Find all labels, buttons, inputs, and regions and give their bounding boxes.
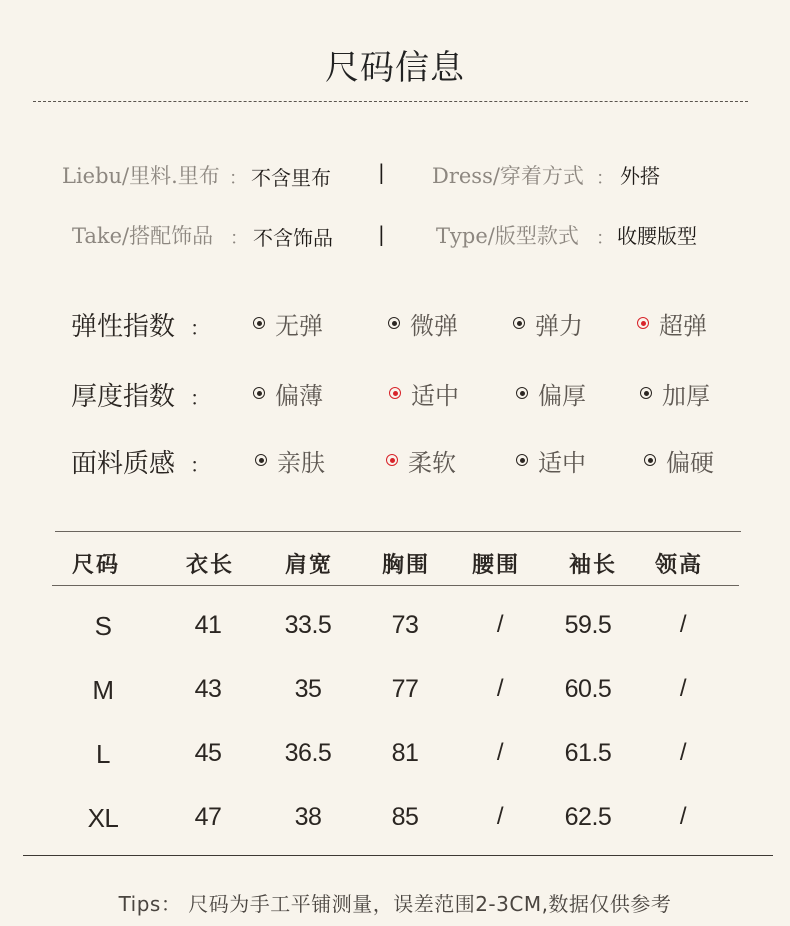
- table-cell: 81: [391, 739, 419, 767]
- table-header-cell: 尺码: [71, 553, 120, 578]
- property-option: 亲肤: [255, 445, 325, 475]
- info-colon: ：: [596, 228, 614, 249]
- table-cell: 36.5: [284, 739, 332, 767]
- table-cell: /: [496, 675, 504, 702]
- table-cell: 35: [294, 675, 322, 703]
- property-option: 适中: [516, 445, 586, 475]
- title-divider: [33, 101, 748, 102]
- table-header-cell: 胸围: [381, 553, 430, 578]
- radio-dot-icon: [253, 387, 265, 399]
- info-row-1: [0, 160, 790, 190]
- info-separator: |: [378, 160, 385, 184]
- table-cell: 47: [194, 803, 222, 831]
- radio-dot-icon: [253, 317, 265, 329]
- radio-dot-icon: [516, 454, 528, 466]
- tips-note: Tips： 尺码为手工平铺测量，误差范围2-3CM,数据仅供参考: [118, 892, 672, 916]
- info-colon: ：: [230, 228, 248, 249]
- table-cell: /: [496, 803, 504, 830]
- info-colon: ：: [229, 168, 247, 189]
- info-value-wear: 外搭: [620, 164, 660, 188]
- property-colon: ：: [190, 453, 210, 477]
- property-option: 无弹: [253, 308, 323, 338]
- table-cell: 62.5: [564, 803, 612, 831]
- table-cell: 61.5: [564, 739, 612, 767]
- table-cell: 45: [194, 739, 222, 767]
- property-option: 偏硬: [644, 445, 714, 475]
- table-cell: /: [679, 803, 687, 830]
- table-header-cell: 袖长: [568, 553, 617, 578]
- radio-dot-icon: [389, 387, 401, 399]
- table-cell: 38: [294, 803, 322, 831]
- property-option: 微弹: [388, 308, 458, 338]
- radio-dot-icon: [516, 387, 528, 399]
- property-option: 柔软: [386, 445, 456, 475]
- property-option: 偏薄: [253, 378, 323, 408]
- table-bottom-rule: [23, 855, 773, 856]
- property-label: 厚度指数: [71, 382, 176, 412]
- info-label-accessory: Take/搭配饰品: [72, 224, 214, 248]
- size-label-cell: S: [94, 611, 112, 641]
- info-label-type: Type/版型款式: [436, 224, 579, 248]
- radio-dot-icon: [255, 454, 267, 466]
- property-option: 适中: [389, 378, 459, 408]
- info-value-accessory: 不含饰品: [253, 226, 333, 250]
- radio-dot-icon: [640, 387, 652, 399]
- info-separator: |: [378, 222, 385, 246]
- table-header-rule: [52, 585, 739, 586]
- property-row-texture: [0, 443, 790, 479]
- table-cell: /: [679, 739, 687, 766]
- info-value-lining: 不含里布: [251, 166, 331, 190]
- property-option: 加厚: [640, 378, 710, 408]
- property-row-elasticity: [0, 306, 790, 342]
- property-option: 偏厚: [516, 378, 586, 408]
- table-header-cell: 领高: [654, 553, 703, 578]
- property-option: 弹力: [513, 308, 583, 338]
- page-title: 尺码信息: [325, 48, 465, 88]
- table-top-rule: [55, 531, 741, 532]
- radio-dot-icon: [513, 317, 525, 329]
- table-cell: /: [496, 739, 504, 766]
- table-cell: 41: [194, 611, 222, 639]
- table-cell: 60.5: [564, 675, 612, 703]
- table-header-cell: 衣长: [185, 553, 234, 578]
- size-label-cell: M: [92, 675, 114, 705]
- property-colon: ：: [190, 386, 210, 410]
- table-cell: /: [496, 611, 504, 638]
- info-value-type: 收腰版型: [617, 224, 697, 248]
- info-colon: ：: [596, 168, 614, 189]
- size-label-cell: XL: [87, 803, 119, 833]
- table-cell: 85: [391, 803, 419, 831]
- info-label-wear: Dress/穿着方式: [432, 164, 584, 188]
- table-cell: 73: [391, 611, 419, 639]
- property-colon: ：: [190, 316, 210, 340]
- table-cell: /: [679, 675, 687, 702]
- info-row-2: [0, 220, 790, 250]
- radio-dot-icon: [388, 317, 400, 329]
- table-cell: /: [679, 611, 687, 638]
- radio-dot-icon: [386, 454, 398, 466]
- table-header-cell: 腰围: [471, 553, 520, 578]
- table-cell: 33.5: [284, 611, 332, 639]
- property-row-thickness: [0, 376, 790, 412]
- property-option: 超弹: [637, 308, 707, 338]
- table-cell: 43: [194, 675, 222, 703]
- radio-dot-icon: [644, 454, 656, 466]
- property-label: 面料质感: [71, 449, 176, 479]
- property-label: 弹性指数: [71, 312, 176, 342]
- table-cell: 59.5: [564, 611, 612, 639]
- size-label-cell: L: [96, 739, 110, 769]
- table-header-cell: 肩宽: [284, 553, 333, 578]
- radio-dot-icon: [637, 317, 649, 329]
- table-cell: 77: [391, 675, 419, 703]
- info-label-lining: Liebu/里料.里布: [62, 164, 220, 188]
